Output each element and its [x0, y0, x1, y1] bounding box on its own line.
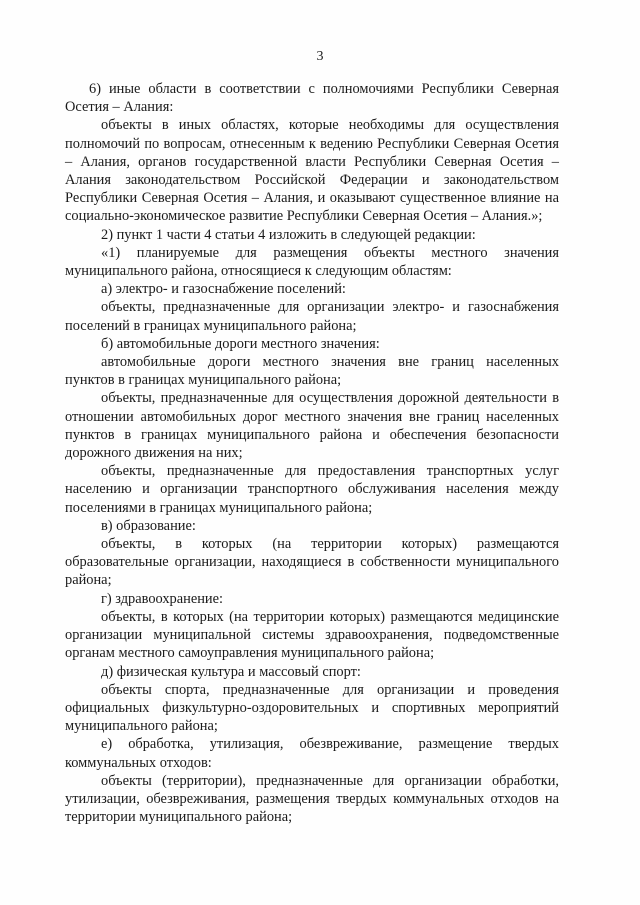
- paragraph-subitem-g: г) здравоохранение:: [101, 590, 224, 607]
- paragraph-subitem-d: д) физическая культура и массовый спорт:: [101, 663, 361, 680]
- paragraph-subitem-e: е) обработка, утилизация, обезвреживание, размещение твердых коммунальных отходов:: [65, 736, 559, 771]
- paragraph-other-areas-objects: объекты в иных областях, которые необходимы для осуществления полномочий по вопросам, отнесенным к ведению Республики Северная Осетия – Алания, органов государственной власти Республики Северная Осетия – Алания законодательством Российской Федерации и законодательством Республики Северная Осетия – Алания, и оказывают существенное влияние на социально-экономическое развитие Республики Северная Осетия – Алания.»;: [65, 117, 559, 225]
- paragraph-subitem-e-objects: объекты (территории), предназначенные для организации обработки, утилизации, обезвреживания, размещения твердых коммунальных отходов на территории муниципального района;: [65, 772, 559, 826]
- paragraph-subitem-g-objects: объекты, в которых (на территории которых) размещаются медицинские организации муниципальной системы здравоохранения, подведомственные органам местного самоуправления муниципального района;: [65, 608, 559, 662]
- document-body: [65, 80, 559, 826]
- paragraph-subitem-b-transport: объекты, предназначенные для предоставления транспортных услуг населению и организации транспортного обслуживания населения между поселениями в границах муниципального района;: [65, 463, 559, 516]
- paragraph-subitem-b-roads: автомобильные дороги местного значения вне границ населенных пунктов в границах муниципального района;: [65, 354, 559, 389]
- paragraph-subitem-a: а) электро- и газоснабжение поселений:: [101, 281, 346, 298]
- paragraph-amendment-2: 2) пункт 1 части 4 статьи 4 изложить в следующей редакции:: [101, 226, 476, 243]
- paragraph-subitem-b: б) автомобильные дороги местного значения:: [101, 335, 380, 352]
- paragraph-subitem-v-objects: объекты, в которых (на территории которых) размещаются образовательные организации, находящиеся в собственности муниципального района;: [65, 536, 559, 589]
- paragraph-subitem-d-objects: объекты спорта, предназначенные для организации и проведения официальных физкультурно-оздоровительных и спортивных мероприятий муниципального района;: [65, 681, 559, 735]
- paragraph-point-1-intro: «1) планируемые для размещения объекты местного значения муниципального района, относящиеся к следующим областям:: [65, 244, 559, 280]
- paragraph-subitem-b-road-activity: объекты, предназначенные для осуществления дорожной деятельности в отношении автомобильных дорог местного значения вне границ населенных пунктов в границах муниципального района и обеспечения безопасности дорожного движения на них;: [65, 390, 559, 462]
- paragraph-subitem-v: в) образование:: [101, 517, 196, 534]
- page-number: 3: [316, 49, 324, 64]
- paragraph-item-6-heading: 6) иные области в соответствии с полномочиями Республики Северная Осетия – Алания:: [65, 81, 559, 116]
- paragraph-subitem-a-objects: объекты, предназначенные для организации электро- и газоснабжения поселений в границах муниципального района;: [65, 299, 559, 334]
